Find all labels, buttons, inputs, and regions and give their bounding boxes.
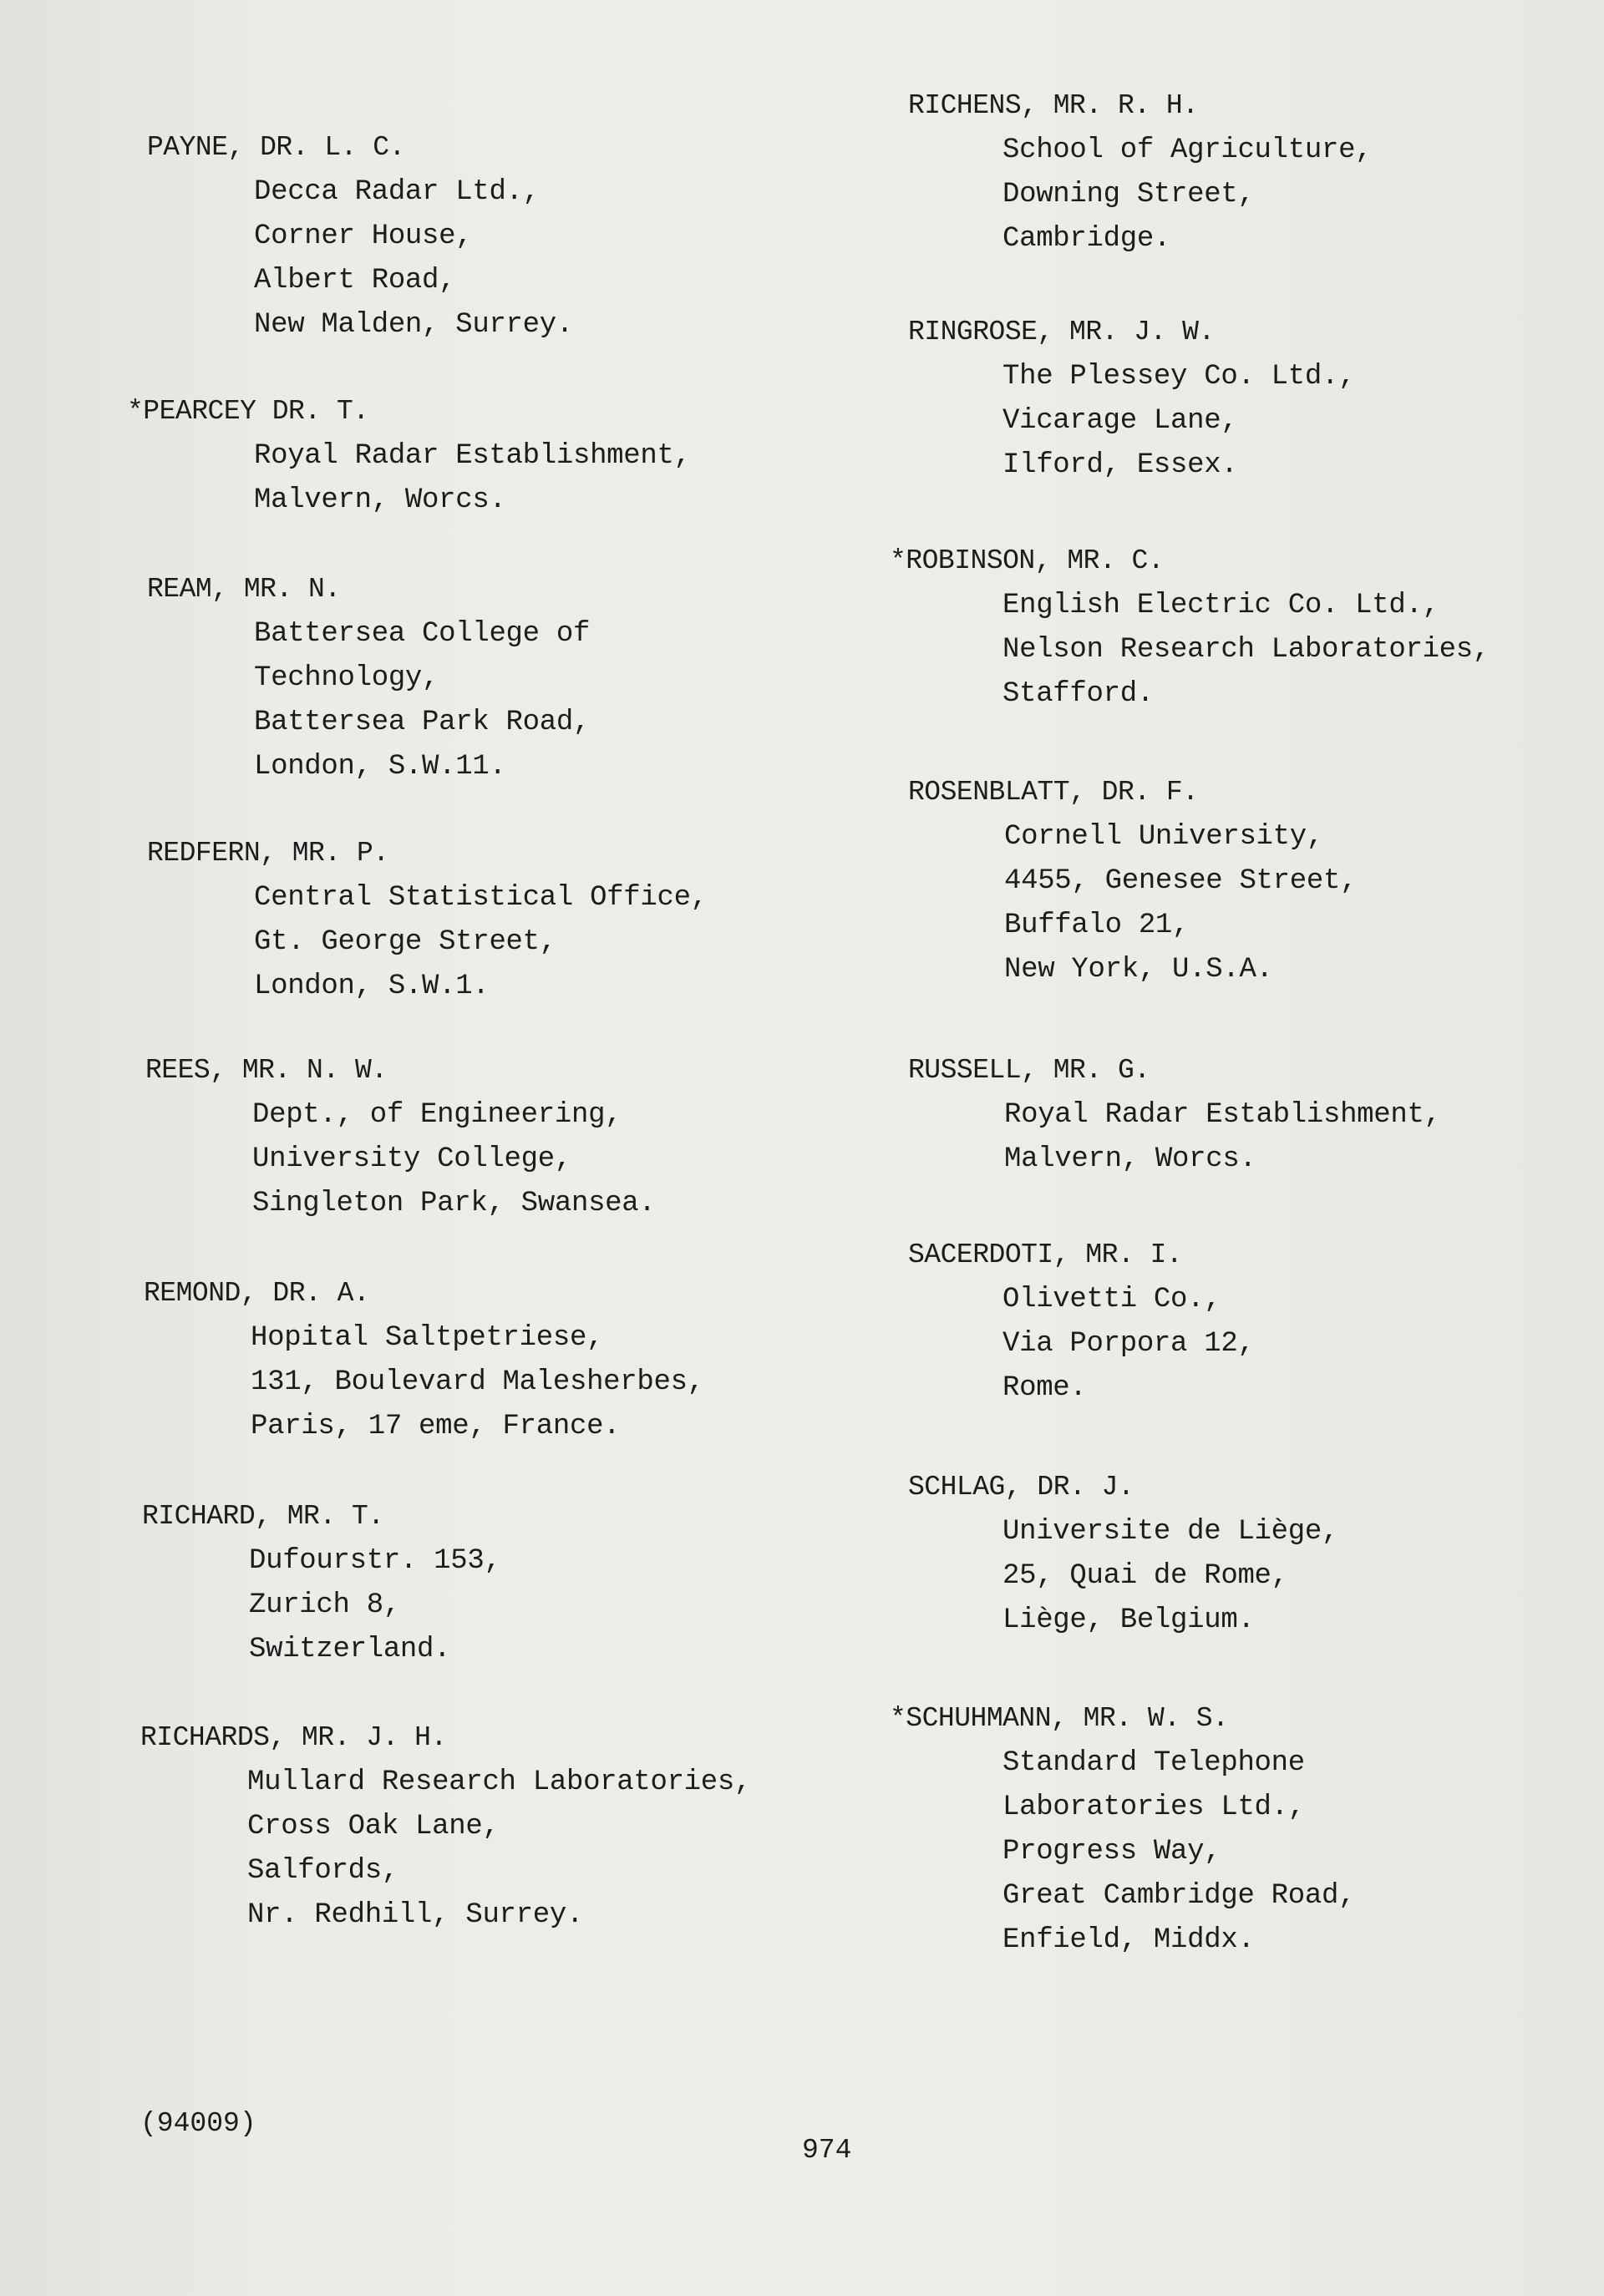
address-line: Great Cambridge Road, bbox=[1002, 1880, 1356, 1912]
address-line: Gt. George Street, bbox=[254, 926, 556, 958]
address-line: University College, bbox=[252, 1143, 571, 1175]
address-line: Battersea Park Road, bbox=[254, 707, 591, 738]
entry-russell bbox=[908, 1048, 1593, 1182]
address-line: Cross Oak Lane, bbox=[247, 1811, 500, 1842]
address-line: Buffalo 21, bbox=[1004, 910, 1190, 941]
address-line: Royal Radar Establishment, bbox=[254, 440, 691, 472]
address-line: Battersea College of bbox=[254, 618, 591, 650]
entry-name: RICHENS, MR. R. H. bbox=[908, 90, 1199, 121]
document-reference-code: (94009) bbox=[140, 2108, 256, 2139]
entry-schuhmann bbox=[890, 1696, 1575, 1963]
entry-name: REES, MR. N. W. bbox=[145, 1055, 388, 1086]
address-line: Mullard Research Laboratories, bbox=[247, 1766, 752, 1798]
entry-name: RUSSELL, MR. G. bbox=[908, 1055, 1150, 1086]
entry-richards bbox=[140, 1716, 825, 1938]
address-line: 4455, Genesee Street, bbox=[1004, 865, 1358, 897]
address-line: Cornell University, bbox=[1004, 821, 1323, 853]
address-line: Decca Radar Ltd., bbox=[254, 176, 540, 208]
entry-rosenblatt bbox=[908, 770, 1593, 992]
address-line: 131, Boulevard Malesherbes, bbox=[251, 1366, 704, 1398]
address-line: Cambridge. bbox=[1002, 223, 1171, 255]
entry-name: RICHARDS, MR. J. H. bbox=[140, 1722, 447, 1753]
address-line: Ilford, Essex. bbox=[1002, 449, 1238, 481]
address-line: Malvern, Worcs. bbox=[254, 484, 506, 516]
address-line: Central Statistical Office, bbox=[254, 882, 708, 914]
entry-robinson bbox=[890, 539, 1575, 717]
address-line: Downing Street, bbox=[1002, 179, 1255, 210]
address-line: Nr. Redhill, Surrey. bbox=[247, 1899, 584, 1931]
address-line: Technology, bbox=[254, 662, 439, 694]
address-line: Royal Radar Establishment, bbox=[1004, 1099, 1441, 1131]
address-line: Salfords, bbox=[247, 1855, 398, 1887]
address-line: New York, U.S.A. bbox=[1004, 954, 1273, 986]
entry-name: REMOND, DR. A. bbox=[144, 1278, 370, 1309]
address-line: Enfield, Middx. bbox=[1002, 1924, 1255, 1956]
entry-pearcey bbox=[127, 389, 812, 523]
address-line: Vicarage Lane, bbox=[1002, 405, 1238, 437]
address-line: Zurich 8, bbox=[249, 1589, 400, 1621]
address-line: 25, Quai de Rome, bbox=[1002, 1560, 1288, 1592]
entry-name: *SCHUHMANN, MR. W. S. bbox=[890, 1703, 1229, 1734]
entry-richens bbox=[908, 84, 1593, 261]
entry-redfern bbox=[147, 831, 832, 1009]
entry-name: SCHLAG, DR. J. bbox=[908, 1472, 1134, 1503]
address-line: Malvern, Worcs. bbox=[1004, 1143, 1256, 1175]
entry-ream bbox=[147, 567, 832, 789]
address-line: Rome. bbox=[1002, 1372, 1087, 1404]
entry-name: PAYNE, DR. L. C. bbox=[147, 132, 405, 163]
entry-name: RINGROSE, MR. J. W. bbox=[908, 317, 1215, 347]
address-line: The Plessey Co. Ltd., bbox=[1002, 361, 1356, 393]
entry-schlag bbox=[908, 1465, 1593, 1643]
entry-name: RICHARD, MR. T. bbox=[142, 1501, 384, 1532]
address-line: London, S.W.1. bbox=[254, 971, 490, 1002]
address-line: Hopital Saltpetriese, bbox=[251, 1322, 604, 1354]
address-line: Switzerland. bbox=[249, 1634, 451, 1665]
entry-name: *ROBINSON, MR. C. bbox=[890, 545, 1165, 576]
entry-name: *PEARCEY DR. T. bbox=[127, 396, 369, 427]
address-line: New Malden, Surrey. bbox=[254, 309, 573, 341]
entry-name: ROSENBLATT, DR. F. bbox=[908, 777, 1199, 808]
entry-name: REDFERN, MR. P. bbox=[147, 838, 389, 869]
address-line: Progress Way, bbox=[1002, 1836, 1221, 1868]
entry-sacerdoti bbox=[908, 1233, 1593, 1411]
entry-ringrose bbox=[908, 310, 1593, 488]
page-number: 974 bbox=[802, 2135, 852, 2166]
address-line: Universite de Liège, bbox=[1002, 1516, 1339, 1548]
entry-richard bbox=[142, 1494, 827, 1672]
address-line: Laboratories Ltd., bbox=[1002, 1792, 1305, 1823]
entry-name: SACERDOTI, MR. I. bbox=[908, 1239, 1183, 1270]
entry-payne bbox=[147, 125, 832, 347]
address-line: Singleton Park, Swansea. bbox=[252, 1188, 656, 1219]
entry-remond bbox=[144, 1271, 829, 1449]
address-line: Nelson Research Laboratories, bbox=[1002, 634, 1490, 666]
address-line: Liège, Belgium. bbox=[1002, 1604, 1255, 1636]
address-line: Standard Telephone bbox=[1002, 1747, 1305, 1779]
address-line: Stafford. bbox=[1002, 678, 1154, 710]
address-line: School of Agriculture, bbox=[1002, 134, 1373, 166]
address-line: Albert Road, bbox=[254, 265, 456, 297]
entry-name: REAM, MR. N. bbox=[147, 574, 341, 605]
address-line: Paris, 17 eme, France. bbox=[251, 1411, 621, 1442]
address-line: London, S.W.11. bbox=[254, 751, 506, 783]
address-line: Dufourstr. 153, bbox=[249, 1545, 501, 1577]
address-line: Corner House, bbox=[254, 220, 473, 252]
entry-rees bbox=[145, 1048, 830, 1226]
address-line: English Electric Co. Ltd., bbox=[1002, 590, 1439, 621]
address-line: Dept., of Engineering, bbox=[252, 1099, 622, 1131]
address-line: Via Porpora 12, bbox=[1002, 1328, 1255, 1360]
address-line: Olivetti Co., bbox=[1002, 1284, 1221, 1315]
